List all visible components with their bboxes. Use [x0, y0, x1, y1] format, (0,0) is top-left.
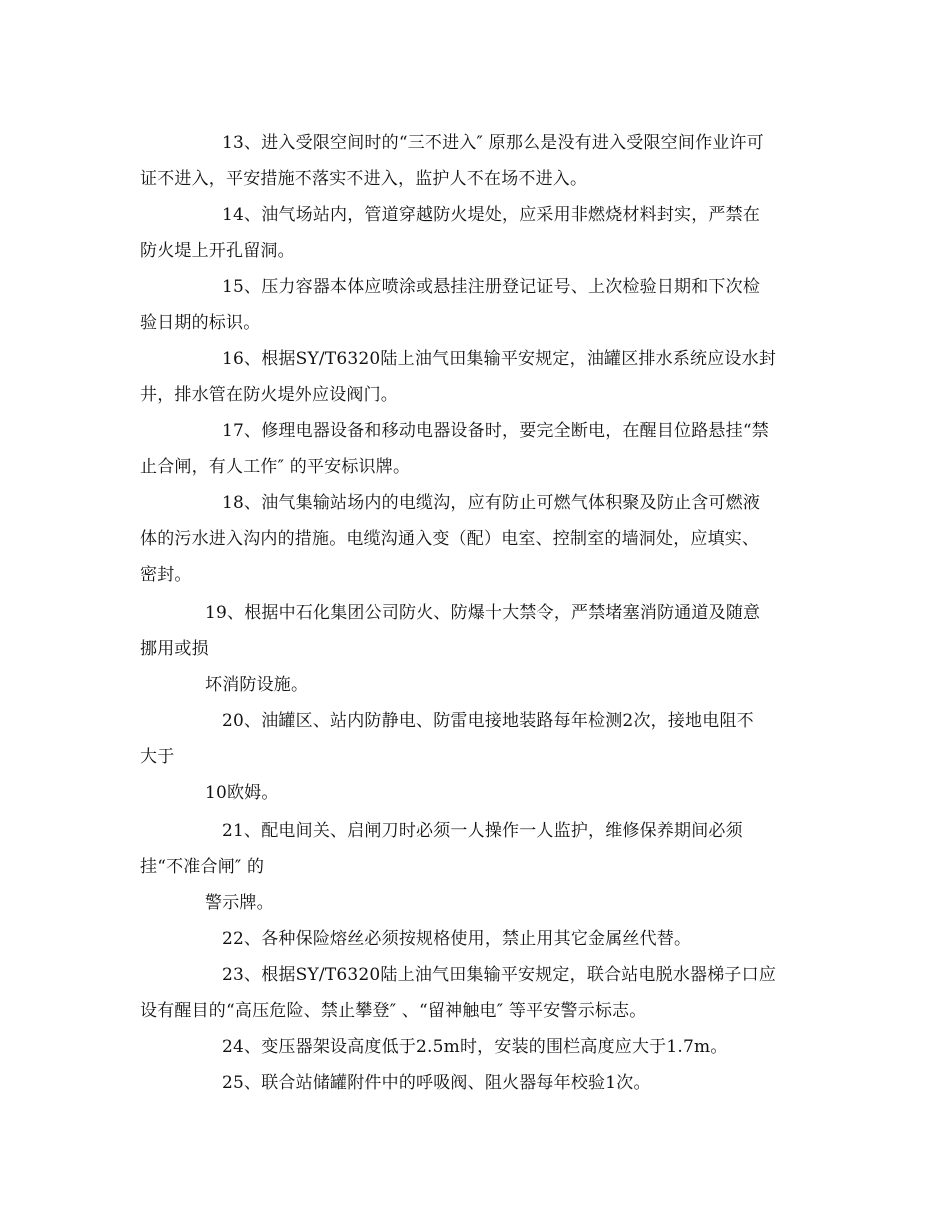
item-21-line-2: 挂“不准合闸″ 的 [140, 857, 265, 877]
item-18-line-1: 18、油气集输站场内的电缆沟，应有防止可燃气体积聚及防止含可燃液 [222, 493, 761, 513]
item-23-line-2: 设有醒目的“高压危险、禁止攀登″ 、“留神触电″ 等平安警示标志。 [140, 1001, 647, 1021]
item-25-line-1: 25、联合站储罐附件中的呼吸阀、阻火器每年校验1次。 [222, 1073, 651, 1093]
item-16-line-1: 16、根据SY/T6320陆上油气田集输平安规定，油罐区排水系统应设水封 [222, 349, 777, 369]
item-14-line-2: 防火堤上开孔留洞。 [140, 241, 295, 261]
item-18-line-2: 体的污水进入沟内的措施。电缆沟通入变（配）电室、控制室的墙洞处，应填实、 [140, 529, 760, 549]
item-19-line-2: 挪用或损 [140, 639, 209, 659]
item-15-line-2: 验日期的标识。 [140, 313, 261, 333]
item-18-line-3: 密封。 [140, 565, 192, 585]
item-13-line-1: 13、进入受限空间时的“三不进入″ 原那么是没有进入受限空间作业许可 [222, 133, 764, 153]
item-21-line-1: 21、配电间关、启闸刀时必须一人操作一人监护，维修保养期间必须 [222, 821, 743, 841]
item-20-line-3: 10欧姆。 [205, 783, 279, 803]
item-20-line-2: 大于 [140, 747, 175, 767]
item-20-line-1: 20、油罐区、站内防静电、防雷电接地装路每年检测2次，接地电阻不 [222, 711, 754, 731]
item-22-line-1: 22、各种保险熔丝必须按规格使用，禁止用其它金属丝代替。 [222, 929, 692, 949]
item-16-line-2: 井，排水管在防火堤外应设阀门。 [140, 385, 398, 405]
item-23-line-1: 23、根据SY/T6320陆上油气田集输平安规定，联合站电脱水器梯子口应 [222, 965, 777, 985]
item-13-line-2: 证不进入，平安措施不落实不进入，监护人不在场不进入。 [140, 169, 588, 189]
item-14-line-1: 14、油气场站内，管道穿越防火堤处，应采用非燃烧材料封实，严禁在 [222, 205, 761, 225]
item-15-line-1: 15、压力容器本体应喷涂或悬挂注册登记证号、上次检验日期和下次检 [222, 277, 761, 297]
item-24-line-1: 24、变压器架设高度低于2.5m时，安装的围栏高度应大于1.7m。 [222, 1037, 728, 1057]
item-19-line-1: 19、根据中石化集团公司防火、防爆十大禁令，严禁堵塞消防通道及随意 [205, 603, 761, 623]
item-17-line-2: 止合闸，有人工作″ 的平安标识牌。 [140, 457, 411, 477]
item-19-line-3: 坏消防设施。 [205, 675, 309, 695]
item-17-line-1: 17、修理电器设备和移动电器设备时，要完全断电，在醒目位路悬挂“禁 [222, 421, 769, 441]
item-21-line-3: 警示牌。 [205, 893, 274, 913]
